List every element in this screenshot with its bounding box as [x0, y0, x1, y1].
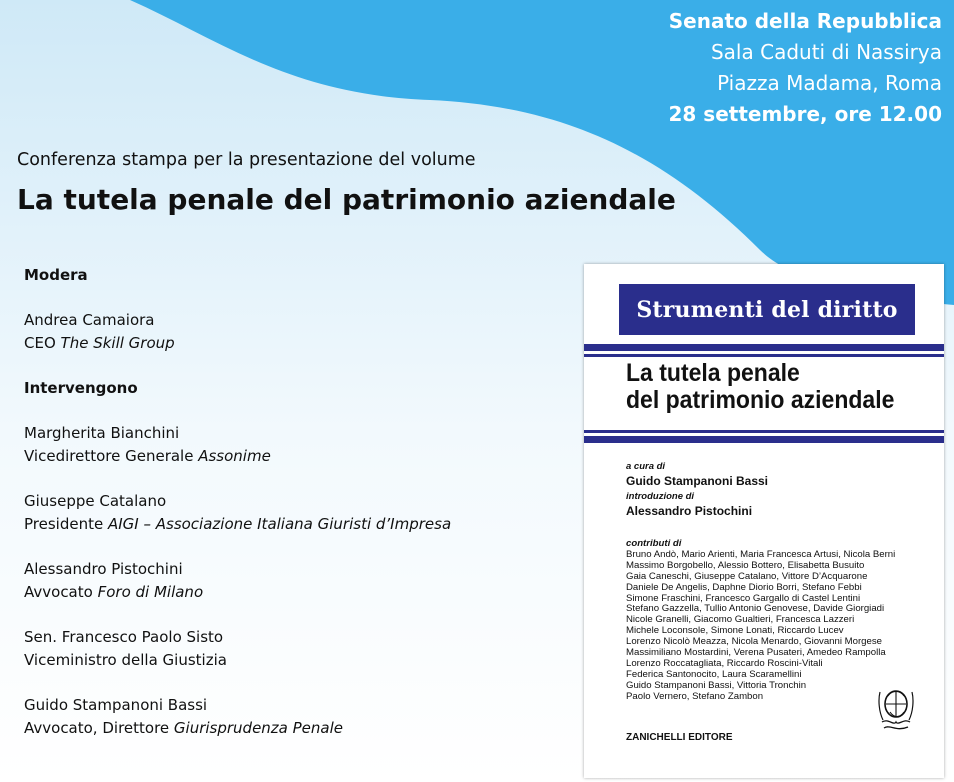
book-title: La tutela penale del patrimonio aziendale — [626, 359, 895, 414]
curated-label: a cura di — [626, 461, 666, 472]
contributor-line: Lorenzo Nicolò Meazza, Nicola Menardo, Giovanni Morgese — [626, 636, 882, 648]
intervengono-label: Intervengono — [24, 379, 138, 397]
venue-room: Sala Caduti di Nassirya — [710, 40, 942, 64]
speaker-name: Giuseppe Catalano — [24, 492, 167, 510]
cover-rule — [584, 436, 944, 443]
contributor-line: Nicole Granelli, Giacomo Gualtieri, Francesca Lazzeri — [626, 614, 855, 626]
contributor-line: Gaia Caneschi, Giuseppe Catalano, Vittore D’Acquarone — [626, 570, 868, 582]
event-title: La tutela penale del patrimonio aziendale — [17, 183, 676, 216]
contributor-line: Massimiliano Mostardini, Verena Pusateri, Amedeo Rampolla — [626, 647, 886, 659]
contributor-line: Lorenzo Roccatagliata, Riccardo Roscini-Vitali — [626, 657, 823, 669]
cover-rule — [584, 354, 944, 357]
book-cover — [584, 264, 944, 778]
program-list — [24, 264, 564, 740]
moderator-name: Andrea Camaiora — [24, 311, 155, 329]
contrib-label: contributi di — [626, 538, 682, 549]
speaker-role: Vicedirettore Generale Assonime — [24, 447, 271, 465]
contributor-line: Stefano Gazzella, Tullio Antonio Genovese, Davide Giorgiadi — [626, 603, 885, 615]
cover-rule — [584, 430, 944, 433]
publisher-logo-icon — [874, 682, 918, 736]
speaker-name: Sen. Francesco Paolo Sisto — [24, 628, 224, 646]
contributors-list — [626, 539, 895, 703]
speaker-name: Alessandro Pistochini — [24, 560, 183, 578]
contributor-line: Michele Loconsole, Simone Lonati, Riccardo Lucev — [626, 625, 844, 637]
intro-label: introduzione di — [626, 491, 695, 502]
speaker-role: Avvocato, Direttore Giurisprudenza Penale — [24, 719, 344, 737]
contributor-line: Guido Stampanoni Bassi, Vittoria Tronchin — [626, 679, 807, 691]
book-credits — [626, 460, 768, 520]
moderator-role: CEO The Skill Group — [24, 334, 175, 352]
contributor-line: Paolo Vernero, Stefano Zambon — [626, 690, 764, 702]
intro-author: Alessandro Pistochini — [626, 504, 753, 518]
book-series: Strumenti del diritto — [619, 284, 915, 335]
event-intro: Conferenza stampa per la presentazione del volume — [17, 150, 476, 170]
venue-address: Piazza Madama, Roma — [717, 71, 942, 95]
venue-name: Senato della Repubblica — [668, 9, 942, 33]
venue-date: 28 settembre, ore 12.00 — [668, 102, 942, 126]
speaker-name: Guido Stampanoni Bassi — [24, 696, 208, 714]
modera-label: Modera — [24, 266, 88, 284]
contributor-line: Daniele De Angelis, Daphne Diorio Borri, Stefano Febbi — [626, 581, 862, 593]
contributor-line: Massimo Borgobello, Alessio Bottero, Elisabetta Busuito — [626, 559, 865, 571]
curator-name: Guido Stampanoni Bassi — [626, 474, 769, 488]
contributor-line: Federica Santonocito, Laura Scaramellini — [626, 668, 802, 680]
cover-rule — [584, 344, 944, 351]
contributor-line: Simone Fraschini, Francesco Gargallo di Castel Lentini — [626, 592, 861, 604]
speaker-name: Margherita Bianchini — [24, 424, 180, 442]
speaker-role: Presidente AIGI – Associazione Italiana Giuristi d’Impresa — [24, 515, 452, 533]
speaker-role: Avvocato Foro di Milano — [24, 583, 204, 601]
speaker-role: Viceministro della Giustizia — [24, 651, 227, 669]
venue-info — [669, 6, 943, 130]
publisher-name: ZANICHELLI EDITORE — [626, 732, 733, 743]
contributor-line: Bruno Andò, Mario Arienti, Maria Francesca Artusi, Nicola Berni — [626, 548, 896, 560]
